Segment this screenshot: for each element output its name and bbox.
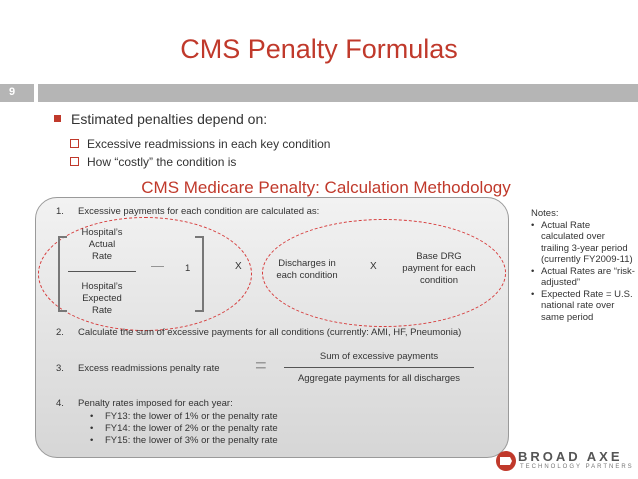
fy15-item: FY15: the lower of 3% or the penalty rate	[105, 435, 278, 446]
right-bracket	[195, 236, 204, 312]
drg-payment-text: Base DRG payment for each condition	[402, 251, 476, 286]
main-bullet-text: Estimated penalties depend on:	[71, 111, 268, 127]
main-bullet	[54, 111, 267, 127]
one-value: 1	[185, 263, 191, 274]
step-2-text: Calculate the sum of excessive payments for all conditions (currently: AMI, HF, Pneumonia)	[78, 327, 462, 338]
slide-title: CMS Penalty Formulas	[180, 34, 458, 64]
multiply-sign-2: X	[370, 261, 377, 272]
slide-number: 9	[9, 86, 16, 98]
sub-bullet-text: Excessive readmissions in each key condition	[87, 137, 331, 151]
fy-bullet-dot: •	[90, 423, 94, 434]
rate-fraction-line	[68, 271, 136, 272]
logo-name: BROAD AXE	[518, 449, 623, 464]
step-4-number: 4.	[56, 398, 64, 409]
square-bullet-icon	[54, 115, 61, 122]
fy-bullet-dot: •	[90, 435, 94, 446]
note-text: Actual Rate calculated over trailing 3-year period (currently FY2009-11)	[541, 219, 633, 265]
box-bullet-icon	[70, 139, 79, 148]
note-item: • Actual Rate calculated over trailing 3-year period (currently FY2009-11)	[531, 219, 633, 265]
header-bar	[0, 84, 638, 102]
penalty-numerator: Sum of excessive payments	[319, 351, 439, 362]
note-item: • Expected Rate = U.S. national rate over same period	[531, 288, 633, 323]
actual-rate: Hospital’s Actual Rate	[81, 227, 123, 262]
penalty-denominator: Aggregate payments for all discharges	[297, 373, 461, 384]
step-1-number: 1.	[56, 206, 64, 217]
sub-bullet-1	[70, 137, 330, 151]
penalty-fraction-line	[284, 367, 474, 368]
step-3-number: 3.	[56, 363, 64, 374]
expected-rate: Hospital’s Expected Rate	[81, 281, 123, 316]
fy13-item: FY13: the lower of 1% or the penalty rate	[105, 411, 278, 422]
discharges-text: Discharges in each condition	[276, 258, 338, 281]
step-3-text: Excess readmissions penalty rate	[78, 363, 220, 374]
step-2-number: 2.	[56, 327, 64, 338]
notes-title: Notes:	[531, 208, 559, 219]
note-text: Actual Rates are “risk-adjusted”	[541, 265, 635, 288]
fy-bullet-dot: •	[90, 411, 94, 422]
sub-bullet-2	[70, 155, 236, 169]
note-item: • Actual Rates are “risk-adjusted”	[531, 265, 635, 288]
step-1-text: Excessive payments for each condition are calculated as:	[78, 206, 320, 217]
box-bullet-icon	[70, 157, 79, 166]
sub-bullet-text: How “costly” the condition is	[87, 155, 237, 169]
notes-box	[531, 208, 635, 323]
multiply-sign-1: X	[235, 261, 242, 272]
step-4-text: Penalty rates imposed for each year:	[78, 398, 233, 409]
header-separator	[34, 84, 38, 102]
note-text: Expected Rate = U.S. national rate over same period	[541, 288, 633, 323]
logo-tagline: TECHNOLOGY PARTNERS	[520, 464, 634, 470]
minus-sign: —	[151, 258, 164, 273]
fy14-item: FY14: the lower of 2% or the penalty rate	[105, 423, 278, 434]
equals-sign: =	[255, 355, 267, 377]
section-title: CMS Medicare Penalty: Calculation Methodology	[141, 178, 511, 197]
